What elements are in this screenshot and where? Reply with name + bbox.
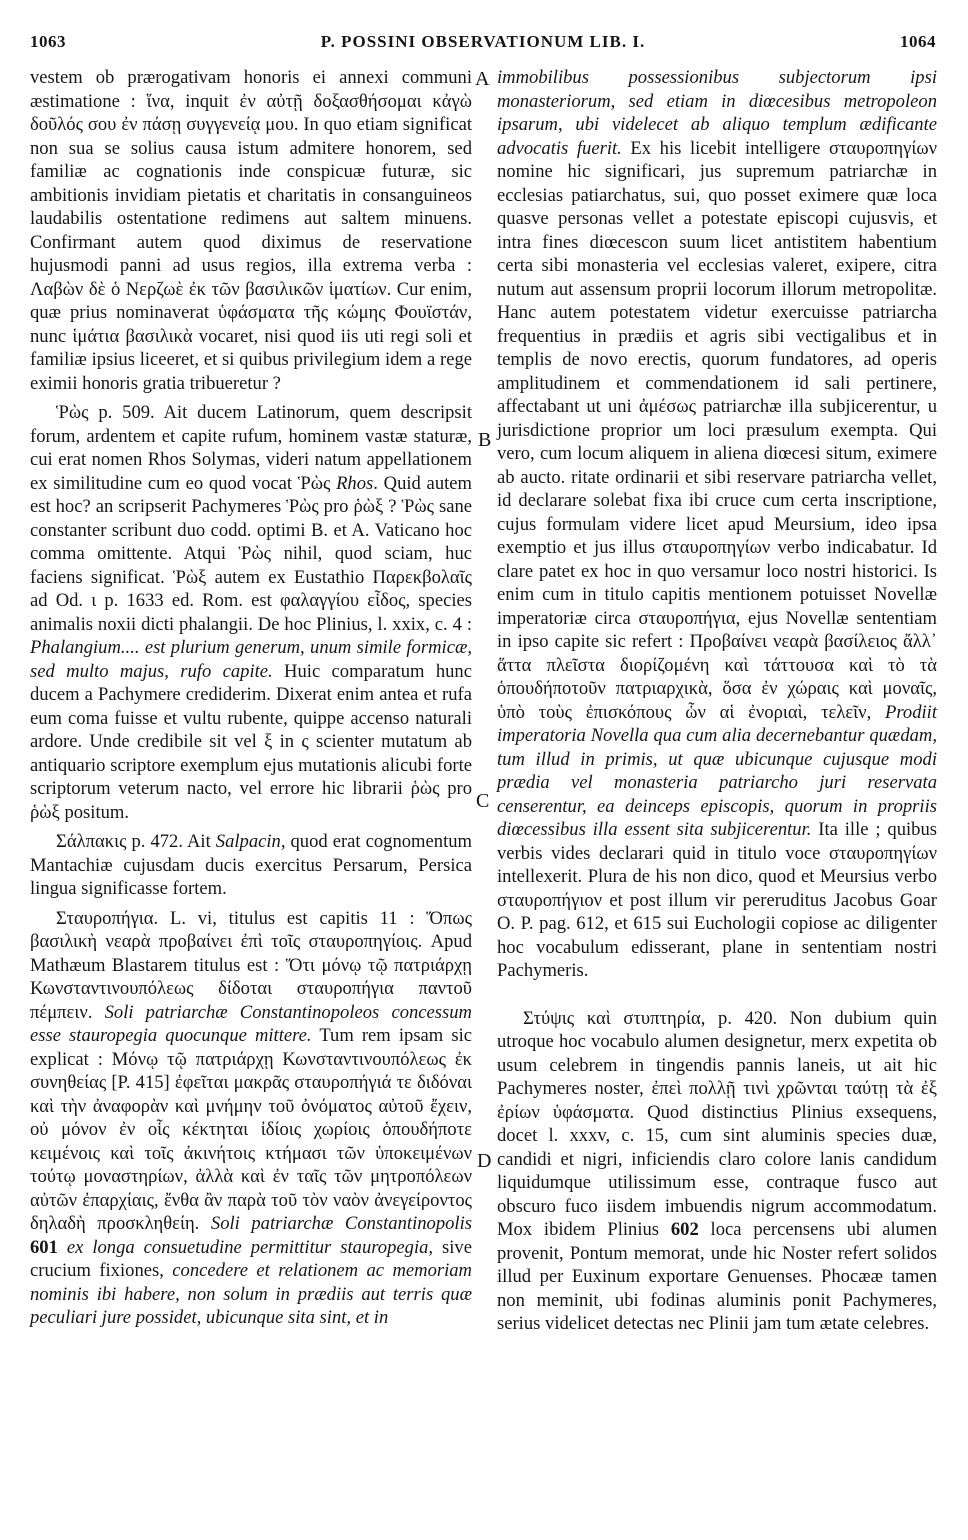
margin-letter-c: C [476, 790, 490, 812]
margin-letter-a: A [475, 68, 490, 90]
stauropegia-italic-1: Soli patriarchæ Constantinopoleos concessum esse stauropegia quocunque mittere. [30, 1001, 472, 1046]
immobilibus-italic-1: immobilibus possessionibus subjectorum ipsi monasteriorum, sed etiam in diœcesibus metropoleon ipsarum, ubi videlecet ab aliquo templum ædificante advocatis fuerit. [497, 67, 937, 159]
paragraph-rhos [30, 401, 472, 824]
pliny-quote: Phalangium.... est plurium generum, unum simile formicæ, sed multo majus, rufo capite. [30, 637, 472, 682]
right-column [497, 66, 937, 1336]
margin-letter-d: D [477, 1150, 492, 1172]
page-number-left: 1063 [30, 32, 66, 51]
paragraph-stypsis [497, 1007, 937, 1336]
immobilibus-italic-2: Prodiit imperatoria Novella qua cum alia decernebantur quædam, tum illud in primis, ut quæ ubicunque cujusque modi prædia vel monasteria patriarcho juri reservata censerentur, ea deinceps episcopis, quorum in propriis diœcessibus illa essent sita subjicerentur. [497, 701, 937, 840]
margin-letter-b: B [478, 429, 492, 451]
immobilibus-text-c: Ita ille ; quibus verbis vides declarari quid in titulo voce σταυροπηγίων intellexerit. Plura de his non dico, quod et Meursius verbo σταυροπήγιον et post illum vir pereruditus Jacobus Goar O. P. pag. 612, et 615 sui Euchologii copiose ac diligenter hoc vocabulum edisserant, plane in sententiam nostri Pachymeris. [497, 819, 937, 981]
rhos-text-a: Ῥὼς p. 509. Ait ducem Latinorum, quem descripsit forum, ardentem et capite rufum, hominem vastæ staturæ, cui erat nomen Rhos Solymas, videri natum appellationem ex similitudine cum eo quod vocat Ῥὼς [30, 402, 472, 494]
paragraph-vestem: vestem ob prærogativam honoris ei annexi communi æstimatione : ἵνα, inquit ἐν αὐτῇ δοξασθήσομαι κἀγὼ δοῦλός σου ἐν πάσῃ συγγενείᾳ μου. In quo etiam significat non sua se solius causa istum admitere honorem, sed familiæ ac cognationis inde conspicuæ futuræ, sic ambitionis invidiam pietatis et charitatis in consanguineos laudabilis ostentatione redimens aut saltem minuens. Confirmant autem quod diximus de reservatione hujusmodi panni ad usus regios, illa extrema verba : Λαβὼν δὲ ὁ Νερζωὲ ἐκ τῶν βασιλικῶν ἱματίων. Cur enim, quæ prius nominaverat ὑφάσματα τῆς κώμης Φουϊστάν, nunc ἱμάτια βασιλικὰ vocaret, nisi quod iis uti regi soli et familiæ ipsius liceeret, et si quibus privilegium idem a rege eximii honoris gratia tribueretur ? [30, 67, 472, 394]
rhos-text-b: . Quid autem est hoc? an scripserit Pachymeres Ῥὼς pro ῥὼξ ? Ῥὼς sane constanter scribunt duo codd. optimi B. et A. Vaticano hoc comma omittente. Atqui Ῥὼς nihil, quod sciam, huc faciens significat. Ῥὼξ autem ex Eustathio Παρεκβολαῖς ad Od. ι p. 1633 ed. Rom. est φαλαγγίου εἶδος, species animalis noxii dicti phalangii. De hoc Plinius, l. xxix, c. 4 : [30, 472, 472, 635]
stypsis-text-a: Στύψις καὶ στυπτηρία, p. 420. Non dubium quin utroque hoc vocabulo alumen designetur, merx expetita ob usum celebrem in tingendis pannis laneis, ut ait hic Pachymeres noster, ἐπεὶ πολλῇ τινὶ χρῶνται ταύτῃ τὰ ἐξ ἐρίων ὑφάσματα. Quod distinctius Plinius exsequens, docet l. xxxv, c. 15, cum sint aluminis species duæ, candidi et nigri, inficiendis claro colore lanis candidum liquidumque utilissimum esse, contraque fusco aut obscuro fuco iisdem imbuendis nigrum accommodatum. Mox ibidem Plinius [497, 1007, 937, 1240]
paragraph-stauropegia [30, 907, 472, 1330]
stauropegia-italic-3: ex longa consuetudine permittitur stauropegia, [57, 1236, 434, 1258]
page-mark-602: 602 [670, 1219, 699, 1240]
immobilibus-text-b: Ex his licebit intelligere σταυροπηγίων nomine hic significari, jus supremum patriarchæ in ecclesias patiarchatus, sui, quo posset eximere quæ loca quasve personas vellet a potestate episcopi cujusvis, et intra fines diœcescon suum licet antistitem habentium certa sibi monasteria vel ecclesias valeret, exipere, citra nutum aut assensum proprii locorum illorum metropolitæ. Hanc autem potestatem videtur exercuisse patriarcha frequentius in prædiis et agris sibi vectigalibus et in templis de novo erectis, quorum fundatores, ad operis amplitudinem et commendationem id sali pertinere, affectabant ut uni ἀμέσως patriarchæ illa subjicerentur, u jurisdictione proprior um loci præsulum exempta. Qui vero, cum locum aliquem in aliena diœcesi situm, eximere ab aucto. ritate ordinarii et sibi reservare patriarcha vellet, id declarare solebat fixa ibi cruce cum certa inscriptione, cujus formulam videre licet apud Meursium, ideo ipsa exemptio et jus illus σταυροπηγίων verbo indicabatur. Id clare patet ex hoc in quo versamur loco nostri historici. Is enim cum in titulo capitis mentionem potuisset Novellæ imperatoriæ circa σταυροπήγια, ejus Novellæ sententiam in ipso capite sic refert : Προβαίνει νεαρὰ βασίλειος ἄλλ᾽ ἅττα πλεῖστα διορίζομένη καὶ τάττουσα καὶ τὸ τὰ ὁπουδήποτοῦν πατριαρχικὰ, ὅσα ἐν χώραις καὶ μοναῖς, ὑπὸ τοὺς ἐπισκόπους ὧν αἱ ἐνοριαὶ, τελεῖν, [497, 137, 937, 723]
running-title: P. POSSINI OBSERVATIONUM LIB. I. [320, 32, 646, 51]
paragraph-salpacis [30, 830, 472, 901]
paragraph-immobilibus [497, 66, 937, 983]
running-header [30, 32, 936, 58]
stauropegia-text-b: Tum rem ipsam sic explicat : Μόνῳ τῷ πατριάρχῃ Κωνσταντινουπόλεως ἐκ συνηθείας [P. 415] ἐφεῖται μακρᾶς σταυροπήγιά τε διδόναι καὶ τὴν ἀναφορὰν καὶ μνήμην τοῦ ὀνόματος αὐτοῦ ἔχειν, οὐ μόνον ἐν οἷς κέκτηται ἰδίοις χωρίοις ὁπουδήποτε κειμένοις καὶ τοῖς ἀκινήτοις κτήμασι τῶν ὑποκειμένων τούτῳ μοναστηρίων, ἀλλὰ καὶ ἐν ταῖς τῶν μητροπόλεων αὐτῶν ἐπαρχίαις, ἔνθα ἂν παρὰ τοῦ τὸν ναὸν ἀνεγείροντος δηλαδὴ προσκληθείη. [30, 1025, 472, 1234]
stauropegia-italic-2: Soli patriarchæ Constantinopolis [210, 1213, 472, 1234]
rhos-text-c: Huic comparatum hunc ducem a Pachymere crediderim. Dixerat enim antea et rufa eum coma fuisse et vultu rubente, quippe accenso naturali ardore. Unde credibile sit vel ξ in ς scienter mutatum ab antiquario scriptore exemplum ejus mutationis alicubi forte scriptorum veterum nacto, vel errore hic librarii ῥὼς pro ῥὼξ positum. [30, 660, 472, 823]
page-number-right: 1064 [900, 32, 936, 51]
salpacis-text-b: quod erat cognomentum Mantachiæ cujusdam ducis exercitus Persarum, Persica lingua significasse fortem. [30, 831, 472, 899]
rhos-word: Rhos [336, 472, 374, 494]
stypsis-text-b: loca percensens ubi alumen provenit, Pontum memorat, unde hic Noster refert solidos illud per Euxinum exportare Genuenses. Phocææ tamen non meminit, ubi fodinas aluminis ponit Pachymeres, serius videlicet detectas nec Plinii jam tum ætate celebres. [497, 1219, 937, 1334]
page-mark-601: 601 [30, 1236, 58, 1258]
stauropegia-text-a: Σταυροπήγια. L. vi, titulus est capitis 11 : Ὅπως βασιλικὴ νεαρὰ προβαίνει ἐπὶ τοῖς σταυροπηγίοις. Apud Mathæum Blastarem titulus est : Ὅτι μόνῳ τῷ πατριάρχῃ Κωνσταντινουπόλεως δίδοται σταυροπήγια παντοῦ πέμπειν. [30, 907, 472, 1023]
stauropegia-text-c: sive crucium fixiones, [30, 1236, 472, 1281]
salpacis-text-a: Σάλπακις p. 472. Ait [56, 831, 216, 852]
stauropegia-italic-4: concedere et relationem ac memoriam nominis ibi habere, non solum in prædiis aut terris quæ peculiari jure possidet, ubicunque sita sint, et in [30, 1260, 472, 1328]
left-column [30, 66, 472, 1330]
salpacin-word: Salpacin, [215, 831, 286, 852]
